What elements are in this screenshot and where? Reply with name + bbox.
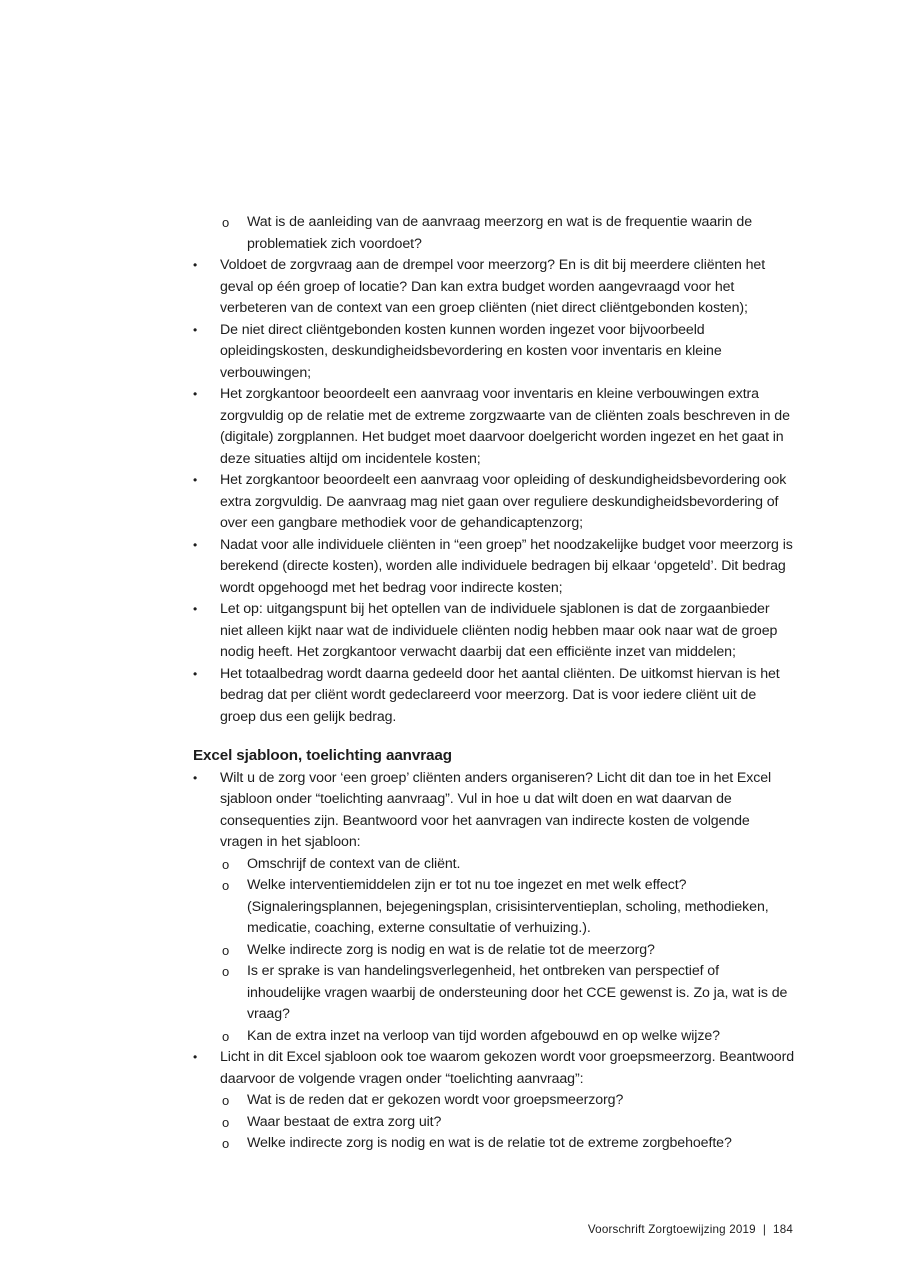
item-text: Het totaalbedrag wordt daarna gedeeld door het aantal cliënten. De uitkomst hiervan is het bedrag dat per cliënt wordt gedeclareerd voor meerzorg. Dat is voor iedere cliënt uit de groep dus een gelijk bedrag. [220, 665, 780, 725]
item-text: Wat is de aanleiding van de aanvraag meerzorg en wat is de frequentie waarin de problematiek zich voordoet? [247, 214, 752, 252]
page-footer [588, 1222, 793, 1237]
item-text: Nadat voor alle individuele cliënten in “een groep” het noodzakelijke budget voor meerzorg is berekend (directe kosten), worden alle individuele bedragen bij elkaar ‘opgeteld’. Dit bedrag wordt opgehoogd met het bedrag voor indirecte kosten; [220, 536, 793, 596]
sub-bullet-item [222, 875, 794, 940]
circle-marker: o [222, 215, 230, 230]
bullet-item [193, 535, 794, 600]
item-text: Is er sprake is van handelingsverlegenheid, het ontbreken van perspectief of inhoudelijke vragen waarbij de ondersteuning door het CCE gewenst is. Zo ja, wat is de vraag? [247, 963, 788, 1022]
item-text: Welke indirecte zorg is nodig en wat is de relatie tot de extreme zorgbehoefte? [247, 1135, 732, 1151]
item-text: Voldoet de zorgvraag aan de drempel voor meerzorg? En is dit bij meerdere cliënten het geval op één groep of locatie? Dan kan extra budget worden aangevraagd voor het verbeteren van de context van een groep cliënten (niet direct cliëntgebonden kosten); [220, 257, 766, 316]
circle-marker: o [222, 1028, 230, 1044]
footer-separator: | [762, 1223, 767, 1236]
bullet-item [193, 470, 794, 535]
bullet-item [193, 384, 794, 470]
circle-marker: o [222, 856, 230, 872]
bullet-marker: • [193, 770, 198, 785]
circle-marker: o [222, 1114, 230, 1130]
page-content [193, 212, 794, 1155]
sub-bullet-item [222, 1112, 794, 1134]
circle-marker: o [222, 1093, 230, 1108]
bullet-marker: • [193, 322, 198, 337]
sub-bullet-item [222, 212, 794, 255]
item-text: Welke indirecte zorg is nodig en wat is de relatie tot de meerzorg? [247, 941, 655, 958]
item-text: Het zorgkantoor beoordeelt een aanvraag voor inventaris en kleine verbouwingen extra zorgvuldig op de relatie met de extreme zorgzwaarte van de cliënten zoals beschreven in de (digitale) zorgplannen. Het budget moet daarvoor doelgericht worden ingezet en het gaat in deze situaties altijd om incidentele kosten; [220, 386, 790, 467]
circle-marker: o [222, 942, 230, 958]
section-heading: Excel sjabloon, toelichting aanvraag [193, 747, 452, 764]
bullet-marker: • [193, 1050, 198, 1064]
item-text: Het zorgkantoor beoordeelt een aanvraag voor opleiding of deskundigheidsbevordering ook extra zorgvuldig. De aanvraag mag niet gaan over reguliere deskundigheidsbevordering of over een gangbare methodiek voor de gehandicaptenzorg; [220, 472, 787, 531]
page-number: 184 [773, 1223, 793, 1236]
sub-bullet-item [222, 854, 794, 876]
sub-bullet-item [222, 961, 794, 1026]
bullet-marker: • [193, 473, 198, 487]
item-text: Omschrijf de context van de cliënt. [247, 855, 461, 872]
bullet-marker: • [193, 387, 198, 401]
sub-bullet-item [222, 1090, 794, 1112]
sub-bullet-item [222, 1026, 794, 1048]
circle-marker: o [222, 964, 230, 979]
item-text: Wat is de reden dat er gekozen wordt voor groepsmeerzorg? [247, 1092, 624, 1108]
footer-title: Voorschrift Zorgtoewijzing 2019 [587, 1223, 756, 1236]
item-text: De niet direct cliëntgebonden kosten kunnen worden ingezet voor bijvoorbeeld opleidingskosten, deskundigheidsbevordering en kosten voor inventaris en kleine verbouwingen; [220, 321, 722, 381]
item-text: Waar bestaat de extra zorg uit? [247, 1113, 442, 1130]
circle-marker: o [222, 878, 230, 893]
bullet-item [193, 664, 794, 729]
bullet-marker: • [193, 602, 198, 616]
bullet-item [193, 320, 794, 385]
item-text: Wilt u de zorg voor ‘een groep’ cliënten anders organiseren? Licht dit dan toe in het Excel sjabloon onder “toelichting aanvraag”. Vul in hoe u dat wilt doen en wat daarvan de consequenties zijn. Beantwoord voor het aanvragen van indirecte kosten de volgende vragen in het sjabloon: [220, 769, 772, 850]
item-text: Welke interventiemiddelen zijn er tot nu toe ingezet en met welk effect? (Signaleringsplannen, bejegeningsplan, crisisinterventieplan, scholing, methodieken, medicatie, coaching, externe consultatie of verhuizing.). [247, 877, 769, 936]
item-text: Kan de extra inzet na verloop van tijd worden afgebouwd en op welke wijze? [247, 1027, 720, 1044]
bullet-item [193, 768, 794, 854]
item-text: Licht in dit Excel sjabloon ook toe waarom gekozen wordt voor groepsmeerzorg. Beantwoord daarvoor de volgende vragen onder “toelichting aanvraag”: [220, 1049, 794, 1087]
sub-bullet-item [222, 1133, 794, 1155]
bullet-item [193, 255, 794, 320]
item-text: Let op: uitgangspunt bij het optellen van de individuele sjablonen is dat de zorgaanbieder niet alleen kijkt naar wat de individuele cliënten nodig hebben maar ook naar wat de groep nodig heeft. Het zorgkantoor verwacht daarbij dat een efficiënte inzet van middelen; [220, 601, 778, 660]
bullet-item [193, 1047, 794, 1090]
bullet-item [193, 599, 794, 664]
bullet-marker: • [193, 258, 198, 272]
bullet-marker: • [193, 666, 198, 681]
circle-marker: o [222, 1136, 230, 1151]
sub-bullet-item [222, 940, 794, 962]
bullet-marker: • [193, 537, 198, 552]
